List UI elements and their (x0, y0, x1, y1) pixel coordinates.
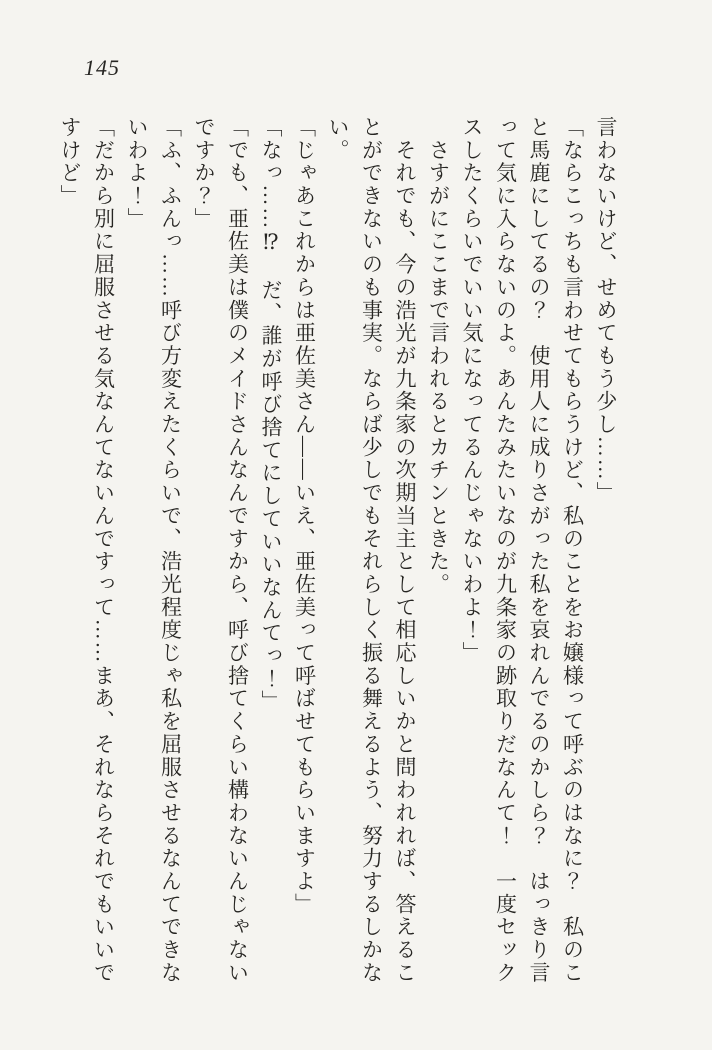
text-line-12: 「でも、亜佐美は僕のメイドさんなんですから、呼び捨てくらい構わないんじゃない (225, 116, 250, 985)
text-line-15: いわよ！」 (125, 116, 149, 231)
text-line-8: とができないのも事実。ならば少しでもそれらしく振る舞えるよう、努力するしかな (359, 116, 384, 985)
text-line-9: い。 (326, 116, 350, 162)
text-line-3: と馬鹿にしてるの？ 使用人に成りさがった私を哀れんでるのかしら？ はっきり言 (527, 116, 551, 985)
text-line-7: それでも、今の浩光が九条家の次期当主として相応しいかと問われれば、答えるこ (393, 116, 417, 985)
text-line-6: さすがにここまで言われるとカチンときた。 (426, 116, 451, 596)
text-line-13: ですか？」 (192, 116, 216, 231)
text-line-14: 「ふ、ふんっ……呼び方変えたくらいで、浩光程度じゃ私を屈服させるなんてできな (158, 116, 183, 985)
text-line-10: 「じゃあこれからは亜佐美さん――いえ、亜佐美って呼ばせてもらいますよ」 (292, 116, 317, 916)
text-line-16: 「だから別に屈服させる気なんてないんですって……まあ、それならそれでもいいで (91, 116, 116, 985)
page-number: 145 (84, 55, 120, 80)
text-line-1: 言わないけど、せめてもう少し……」 (594, 116, 618, 505)
text-line-4: って気に入らないのよ。あんたみたいなのが九条家の跡取りだなんて！ 一度セック (493, 116, 518, 985)
text-line-5: スしたくらいでいい気になってるんじゃないわよ！」 (460, 116, 484, 665)
text-line-17: すけど」 (58, 116, 82, 208)
text-line-11: 「なっ……⁉ だ、誰が呼び捨てにしていいなんてっ！」 (259, 116, 283, 714)
page-text (53, 116, 623, 988)
text-line-2: 「ならこっちも言わせてもらうけど、私のことをお嬢様って呼ぶのはなに？ 私のこ (560, 116, 585, 985)
